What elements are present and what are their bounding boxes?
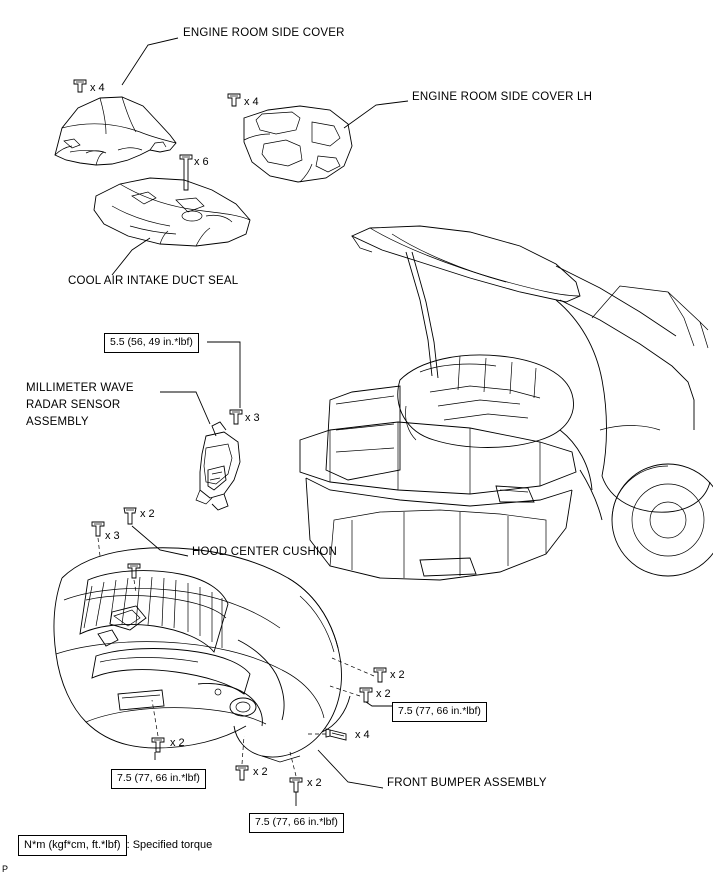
front-bumper-assembly-part [54, 548, 350, 762]
qty-bumper-lower-right: x 2 [307, 777, 322, 789]
clip-bumper-lower-right [290, 778, 302, 792]
qty-bumper-lower-left: x 2 [170, 737, 185, 749]
label-engine-room-side-cover-lh: ENGINE ROOM SIDE COVER LH [412, 91, 593, 103]
screw-bumper-lower-side [326, 729, 346, 740]
qty-duct-seal-clips: x 6 [194, 156, 209, 168]
bolt-side-cover-lh [228, 94, 240, 106]
qty-bumper-screws: x 4 [355, 729, 370, 741]
label-millimeter-wave-radar-line2: RADAR SENSOR [26, 399, 121, 411]
torque-bumper-lower-left: 7.5 (77, 66 in.*lbf) [111, 769, 206, 789]
clip-bumper-lower-left [152, 738, 164, 752]
legend-suffix: : Specified torque [126, 839, 213, 851]
label-engine-room-side-cover: ENGINE ROOM SIDE COVER [183, 27, 345, 39]
leader-radar-torque [207, 342, 240, 408]
vehicle-body-illustration [300, 226, 713, 580]
engine-room-side-cover-lh-part [244, 106, 352, 182]
bolt-side-cover [74, 80, 86, 92]
bolt-radar-sensor [230, 410, 242, 424]
qty-bumper-side-a: x 2 [390, 669, 405, 681]
leader-hood-center-cushion [132, 526, 188, 556]
clip-hood-center-cushion [124, 508, 136, 524]
clip-bumper-upper [92, 522, 104, 536]
millimeter-wave-radar-sensor-part [196, 422, 240, 510]
leader-engine-room-side-cover-lh [344, 101, 408, 128]
leader-bumper-side-torque [366, 702, 392, 706]
legend-specified-torque [18, 835, 212, 856]
clip-duct-seal [180, 155, 192, 190]
qty-side-cover-lh-bolts: x 4 [244, 96, 259, 108]
clip-bumper-side-b [360, 688, 372, 702]
leader-front-bumper-assembly [318, 750, 383, 788]
leader-engine-room-side-cover [122, 38, 178, 85]
leader-millimeter-wave-radar-sensor [160, 392, 210, 424]
leader-cool-air-intake-duct-seal [112, 238, 150, 275]
qty-bumper-lower-center: x 2 [253, 766, 268, 778]
label-millimeter-wave-radar-line1: MILLIMETER WAVE [26, 382, 134, 394]
legend-unit-box: N*m (kgf*cm, ft.*lbf) [18, 835, 127, 856]
label-front-bumper-assembly: FRONT BUMPER ASSEMBLY [387, 777, 547, 789]
label-cool-air-intake-duct-seal: COOL AIR INTAKE DUCT SEAL [68, 275, 239, 287]
bolt-bumper-side-a [374, 668, 386, 682]
cool-air-intake-duct-seal-part [94, 178, 250, 246]
qty-hood-cushion: x 2 [140, 508, 155, 520]
torque-bumper-side: 7.5 (77, 66 in.*lbf) [392, 702, 487, 722]
torque-radar-sensor: 5.5 (56, 49 in.*lbf) [104, 333, 199, 353]
qty-bumper-side-b: x 2 [376, 688, 391, 700]
torque-bumper-lower-center: 7.5 (77, 66 in.*lbf) [249, 813, 344, 833]
clip-bumper-lower-center [236, 766, 248, 780]
qty-side-cover-bolts: x 4 [90, 82, 105, 94]
label-hood-center-cushion: HOOD CENTER CUSHION [192, 546, 338, 558]
qty-radar-bolts: x 3 [245, 412, 260, 424]
engine-room-side-cover-part [55, 97, 176, 165]
label-millimeter-wave-radar-line3: ASSEMBLY [26, 416, 89, 428]
corner-mark: P [2, 864, 9, 874]
qty-bumper-upper-clips: x 3 [105, 530, 120, 542]
